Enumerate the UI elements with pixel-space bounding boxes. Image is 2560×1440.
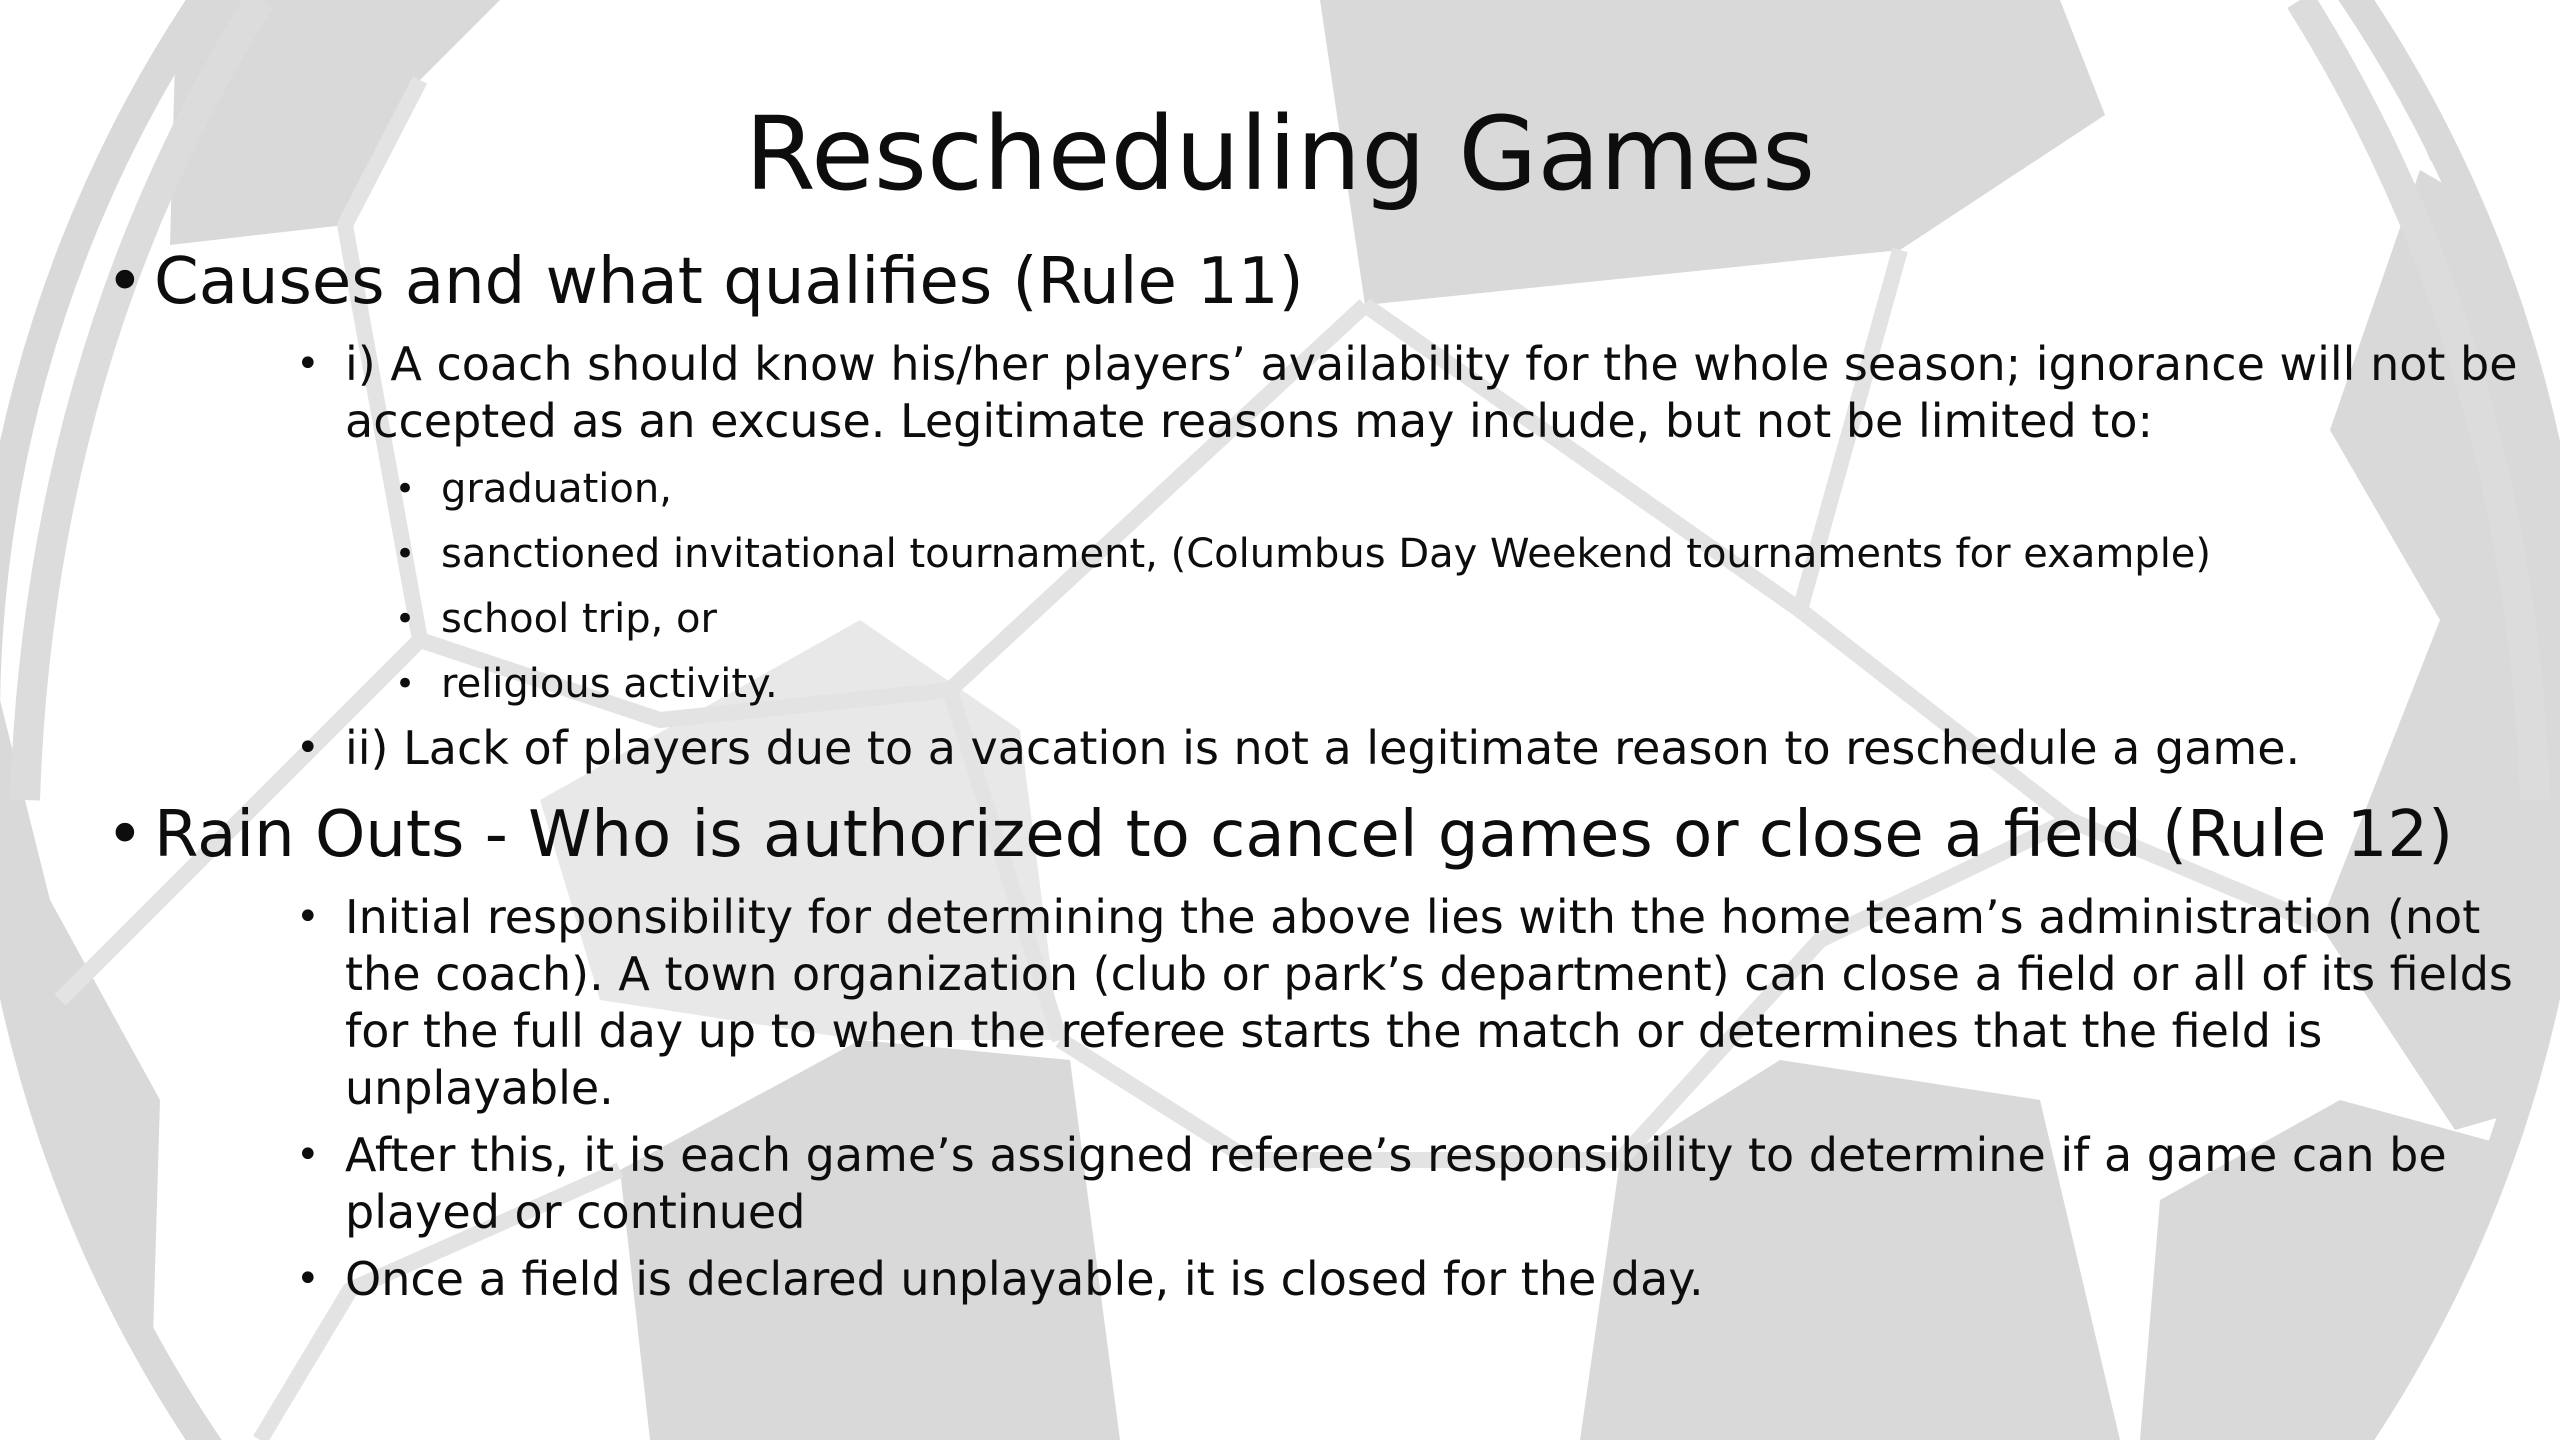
sub-list-item-text: graduation, [441,466,672,512]
bullet-icon: • [106,798,144,872]
bullet-icon: • [106,245,144,319]
section-heading-rule-11 [100,238,2520,326]
sub-list-item-text: religious activity. [441,661,778,707]
bullet-icon: • [395,469,416,509]
bullet-icon: • [296,1132,320,1178]
sub-list-item [100,593,2520,645]
bullet-icon: • [395,599,416,639]
list-item [100,720,2520,777]
bullet-icon: • [296,894,320,940]
bullet-icon: • [395,664,416,704]
list-item [100,889,2520,1117]
list-item [100,336,2520,450]
list-item-text: Once a field is declared unplayable, it is closed for the day. [345,1252,1704,1306]
sub-list-item-text: sanctioned invitational tournament, (Columbus Day Weekend tournaments for example) [441,531,2212,577]
bullet-icon: • [296,1256,320,1302]
list-item [100,1127,2520,1241]
slide-body [100,238,2520,1308]
sub-list-item [100,658,2520,710]
list-item-text: i) A coach should know his/her players’ availability for the whole season; ignorance will not be accepted as an excuse. Legitimate reasons may include, but not be limited to: [345,337,2518,448]
sub-list-item-text: school trip, or [441,596,717,642]
section-heading-text: Causes and what qualifies (Rule 11) [154,245,1304,319]
bullet-icon: • [296,725,320,771]
sub-list-item [100,463,2520,515]
list-item-text: Initial responsibility for determining the above lies with the home team’s administration (not the coach). A town organization (club or park’s department) can close a field or all of its fields for the full day up to when the referee starts the match or determines that the field is unplayable. [345,890,2513,1115]
bullet-icon: • [296,341,320,387]
section-heading-rule-12 [100,791,2520,879]
list-item [100,1251,2520,1308]
list-item-text: After this, it is each game’s assigned referee’s responsibility to determine if a game can be played or continued [345,1128,2447,1239]
bullet-list [100,238,2520,1308]
bullet-icon: • [395,534,416,574]
section-heading-text: Rain Outs - Who is authorized to cancel games or close a field (Rule 12) [154,798,2454,872]
slide-title: Rescheduling Games [744,95,1816,214]
list-item-text: ii) Lack of players due to a vacation is not a legitimate reason to reschedule a game. [345,721,2301,775]
sub-list-item [100,528,2520,580]
